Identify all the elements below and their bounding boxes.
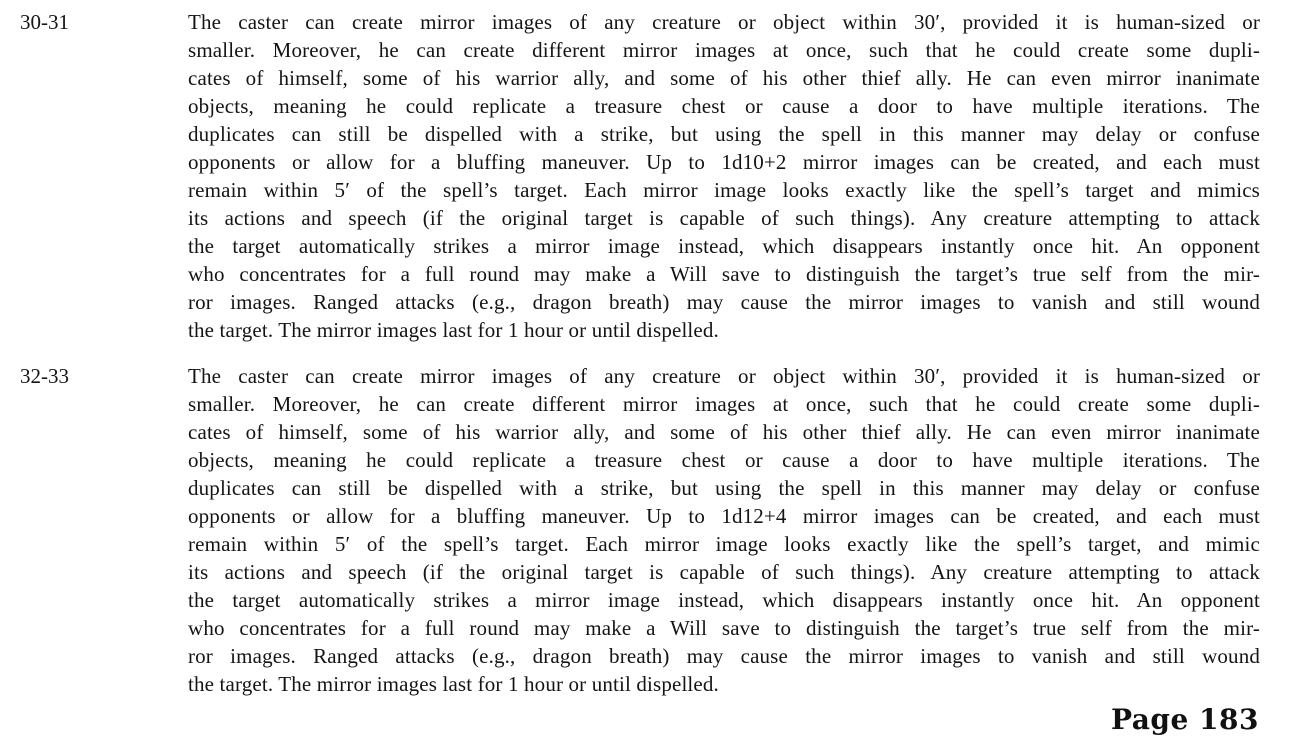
- text-line: the target. The mirror images last for 1 hour or until dispelled.: [188, 672, 719, 696]
- text-line: The caster can create mirror images of any creature or object within 30′, provided it is human-sized or: [188, 10, 1260, 34]
- text-line: ror images. Ranged attacks (e.g., dragon breath) may cause the mirror images to vanish and still wound: [188, 644, 1260, 668]
- text-line: remain within 5′ of the spell’s target. Each mirror image looks exactly like the spell’s target and mimics: [188, 178, 1260, 202]
- text-line: ror images. Ranged attacks (e.g., dragon breath) may cause the mirror images to vanish and still wound: [188, 290, 1260, 314]
- result-range: 30-31: [20, 10, 69, 34]
- result-description: [188, 362, 1260, 698]
- text-line: its actions and speech (if the original target is capable of such things). Any creature attempting to attack: [188, 560, 1260, 584]
- text-line: duplicates can still be dispelled with a strike, but using the spell in this manner may delay or confuse: [188, 122, 1260, 146]
- text-line: its actions and speech (if the original target is capable of such things). Any creature attempting to attack: [188, 206, 1260, 230]
- page-number: Page 183: [1110, 703, 1259, 736]
- text-line: opponents or allow for a bluffing maneuver. Up to 1d12+4 mirror images can be created, and each must: [188, 504, 1260, 528]
- text-line: cates of himself, some of his warrior ally, and some of his other thief ally. He can even mirror inanimate: [188, 420, 1260, 444]
- text-line: objects, meaning he could replicate a treasure chest or cause a door to have multiple iterations. The: [188, 94, 1260, 118]
- text-line: The caster can create mirror images of any creature or object within 30′, provided it is human-sized or: [188, 364, 1260, 388]
- text-line: remain within 5′ of the spell’s target. Each mirror image looks exactly like the spell’s target, and mimic: [188, 532, 1260, 556]
- text-line: opponents or allow for a bluffing maneuver. Up to 1d10+2 mirror images can be created, and each must: [188, 150, 1260, 174]
- text-line: cates of himself, some of his warrior ally, and some of his other thief ally. He can even mirror inanimate: [188, 66, 1260, 90]
- text-line: smaller. Moreover, he can create different mirror images at once, such that he could create some dupli-: [188, 38, 1260, 62]
- text-line: who concentrates for a full round may make a Will save to distinguish the target’s true self from the mir-: [188, 262, 1260, 286]
- text-line: the target. The mirror images last for 1 hour or until dispelled.: [188, 318, 719, 342]
- text-line: the target automatically strikes a mirror image instead, which disappears instantly once hit. An opponent: [188, 588, 1260, 612]
- text-line: objects, meaning he could replicate a treasure chest or cause a door to have multiple iterations. The: [188, 448, 1260, 472]
- text-line: duplicates can still be dispelled with a strike, but using the spell in this manner may delay or confuse: [188, 476, 1260, 500]
- result-range: 32-33: [20, 364, 69, 388]
- text-line: the target automatically strikes a mirror image instead, which disappears instantly once hit. An opponent: [188, 234, 1260, 258]
- result-description: [188, 8, 1260, 344]
- text-line: smaller. Moreover, he can create different mirror images at once, such that he could create some dupli-: [188, 392, 1260, 416]
- text-line: who concentrates for a full round may make a Will save to distinguish the target’s true self from the mir-: [188, 616, 1260, 640]
